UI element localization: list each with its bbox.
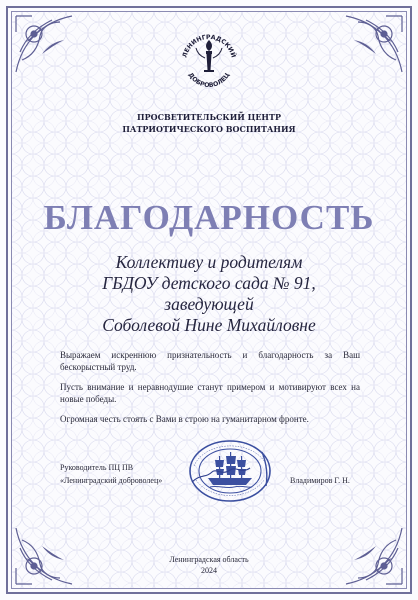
certificate-title: БЛАГОДАРНОСТЬ <box>43 198 375 237</box>
recipient-line2: ГБДОУ детского сада № 91, <box>102 273 316 293</box>
recipient-line1: Коллективу и родителям <box>115 252 303 272</box>
svg-text:ДОБРОВОЛЕЦ <box>187 71 232 89</box>
torch-icon <box>204 40 214 72</box>
round-stamp-ship <box>186 438 274 504</box>
recipient-line4: Соболевой Нине Михайловне <box>102 315 316 335</box>
organization-name-line1: ПРОСВЕТИТЕЛЬСКИЙ ЦЕНТР <box>137 112 281 122</box>
signatory-name: Владимиров Г. Н. <box>290 476 350 485</box>
organization-name-line2: ПАТРИОТИЧЕСКОГО ВОСПИТАНИЯ <box>122 124 296 134</box>
body-paragraph-3: Огромная честь стоять с Вами в строю на гуманитарном фронте. <box>60 414 309 424</box>
body-paragraph-1: Выражаем искреннюю признательность и благодарность за Ваш бескорыстный труд. <box>60 350 360 372</box>
logo-bottom-text: ДОБРОВОЛЕЦ <box>186 71 232 90</box>
footer-region: Ленинградская область <box>169 555 249 564</box>
signatory-role-line1: Руководитель ПЦ ПВ <box>60 463 134 472</box>
volunteer-logo <box>178 18 240 96</box>
signatory-role-line2: «Ленинградский доброволец» <box>60 476 163 485</box>
footer-year: 2024 <box>201 566 217 575</box>
corner-ornament-top-right <box>336 12 406 82</box>
recipient-line3: заведующей <box>164 294 254 314</box>
body-paragraph-2: Пусть внимание и неравнодушие станут примером и мотивируют всех на новые победы. <box>60 382 360 404</box>
corner-ornament-top-left <box>12 12 82 82</box>
logo-arc-text: ЛЕНИНГРАДСКИЙ <box>181 33 237 59</box>
corner-ornament-bottom-right <box>336 518 406 588</box>
corner-ornament-bottom-left <box>12 518 82 588</box>
